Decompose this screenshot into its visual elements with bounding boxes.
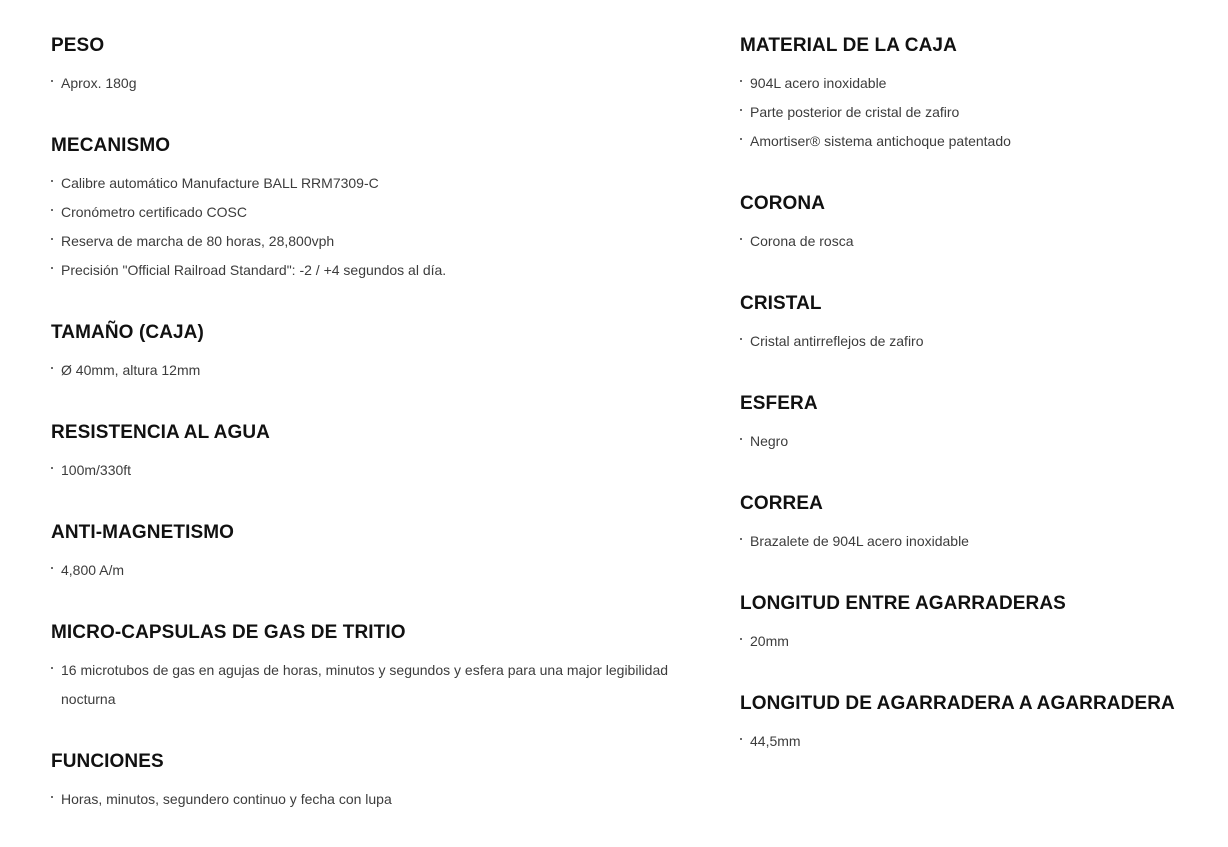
spec-item: 100m/330ft bbox=[51, 456, 721, 485]
spec-title: LONGITUD ENTRE AGARRADERAS bbox=[740, 593, 1066, 614]
spec-title: ANTI-MAGNETISMO bbox=[51, 522, 235, 543]
spec-item: Negro bbox=[740, 427, 1210, 456]
spec-list bbox=[51, 169, 721, 285]
spec-item: Cronómetro certificado COSC bbox=[51, 198, 721, 227]
spec-section-cristal bbox=[740, 289, 1210, 356]
spec-title: MATERIAL DE LA CAJA bbox=[740, 35, 957, 56]
spec-section-tamano bbox=[51, 318, 721, 385]
spec-section-corona bbox=[740, 189, 1210, 256]
spec-list bbox=[740, 327, 1210, 356]
spec-section-tritio bbox=[51, 618, 721, 714]
spec-title: PESO bbox=[51, 35, 105, 56]
spec-list bbox=[740, 627, 1210, 656]
spec-list bbox=[740, 69, 1210, 156]
spec-list bbox=[740, 527, 1210, 556]
spec-item: 4,800 A/m bbox=[51, 556, 721, 585]
spec-section-peso bbox=[51, 31, 721, 98]
spec-section-mecanismo bbox=[51, 131, 721, 285]
spec-section-anti-magnetismo bbox=[51, 518, 721, 585]
spec-title: TAMAÑO (CAJA) bbox=[51, 322, 204, 343]
spec-title: MICRO-CAPSULAS DE GAS DE TRITIO bbox=[51, 622, 406, 643]
spec-title: FUNCIONES bbox=[51, 751, 164, 772]
spec-item: Horas, minutos, segundero continuo y fecha con lupa bbox=[51, 785, 721, 814]
spec-list bbox=[51, 656, 721, 714]
spec-list bbox=[51, 456, 721, 485]
spec-item: Aprox. 180g bbox=[51, 69, 721, 98]
spec-item: Cristal antirreflejos de zafiro bbox=[740, 327, 1210, 356]
spec-section-longitud-agarradera-a-agarradera bbox=[740, 689, 1210, 756]
spec-section-funciones bbox=[51, 747, 721, 814]
spec-title: ESFERA bbox=[740, 393, 818, 414]
spec-item: Calibre automático Manufacture BALL RRM7309-C bbox=[51, 169, 721, 198]
spec-list bbox=[740, 227, 1210, 256]
spec-item: Corona de rosca bbox=[740, 227, 1210, 256]
spec-item: 44,5mm bbox=[740, 727, 1210, 756]
spec-section-resistencia-agua bbox=[51, 418, 721, 485]
spec-list bbox=[740, 727, 1210, 756]
spec-title: CORREA bbox=[740, 493, 823, 514]
spec-section-esfera bbox=[740, 389, 1210, 456]
spec-item: 16 microtubos de gas en agujas de horas, minutos y segundos y esfera para una major legibilidad nocturna bbox=[51, 656, 721, 714]
spec-title: RESISTENCIA AL AGUA bbox=[51, 422, 271, 443]
spec-item: Precisión "Official Railroad Standard": -2 / +4 segundos al día. bbox=[51, 256, 721, 285]
specs-column-left bbox=[51, 31, 721, 847]
spec-list bbox=[740, 427, 1210, 456]
specs-column-right bbox=[740, 31, 1210, 789]
spec-title: LONGITUD DE AGARRADERA A AGARRADERA bbox=[740, 693, 1175, 714]
spec-title: CRISTAL bbox=[740, 293, 822, 314]
spec-list bbox=[51, 356, 721, 385]
spec-item: 20mm bbox=[740, 627, 1210, 656]
spec-item: Ø 40mm, altura 12mm bbox=[51, 356, 721, 385]
spec-list bbox=[51, 785, 721, 814]
spec-section-longitud-entre-agarraderas bbox=[740, 589, 1210, 656]
spec-item: 904L acero inoxidable bbox=[740, 69, 1210, 98]
spec-item: Parte posterior de cristal de zafiro bbox=[740, 98, 1210, 127]
spec-title: CORONA bbox=[740, 193, 826, 214]
spec-title: MECANISMO bbox=[51, 135, 171, 156]
spec-item: Amortiser® sistema antichoque patentado bbox=[740, 127, 1210, 156]
spec-section-correa bbox=[740, 489, 1210, 556]
spec-item: Brazalete de 904L acero inoxidable bbox=[740, 527, 1210, 556]
spec-list bbox=[51, 69, 721, 98]
spec-list bbox=[51, 556, 721, 585]
spec-item: Reserva de marcha de 80 horas, 28,800vph bbox=[51, 227, 721, 256]
spec-section-material-caja bbox=[740, 31, 1210, 156]
